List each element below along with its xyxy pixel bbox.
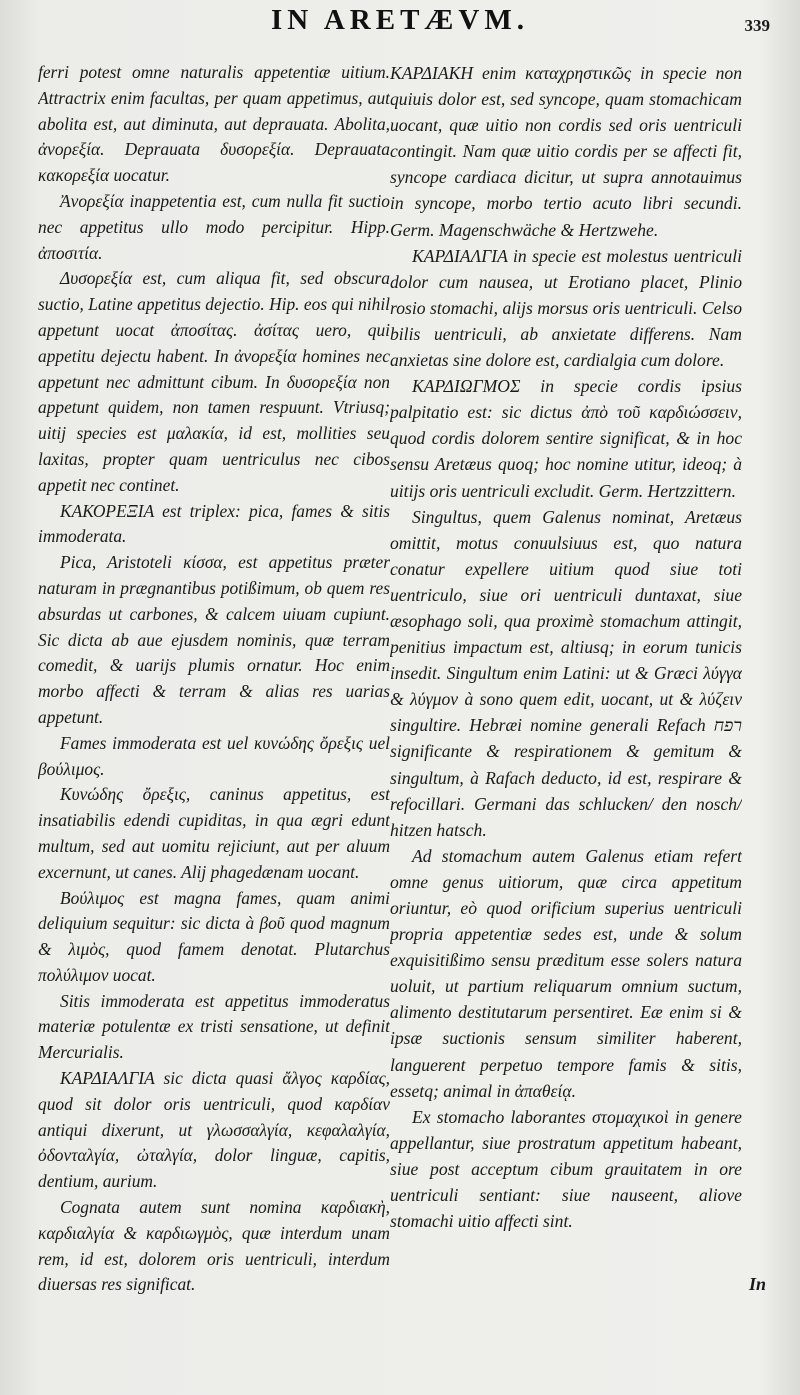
paragraph: ΚΑΡΔΙΑΚΗ enim καταχρηστικῶς in specie non quiuis dolor est, sed syncope, quam stomachicam uocant, quæ uitio non cordis sed oris uentriculi contingit. Nam quæ uitio cordis per se affecti fit, syncope cardiaca dicitur, ut supra annotauimus in syncope, morbo tertio acuto libri secundi. Germ. Magenschwäche & Hertzwehe.	[390, 63, 742, 240]
paragraph: Singultus, quem Galenus nominat, Aretæus omittit, motus conuulsiuus est, quo natura conatur expellere uitium quod siue toti uentriculo, siue ori uentriculi duntaxat, siue æsophago soli, qua proximè stomachum attingit, penitius impactum est, altiusq; in eorum tunicis insedit. Singultum enim Latini: ut & Græci λύγγα & λύγμον à sono quem edit, uocant, ut & λύζειν singultire. Hebræi nomine generali Refach רפח significante & respirationem & gemitum & singultum, à Rafach deducto, id est, respirare & refocillari. Germani das schlucken/ den nosch/ hitzen hatsch.	[390, 506, 742, 840]
paragraph: ΚΑΡΔΙΑΛΓΙΑ sic dicta quasi ἄλγος καρδίας, quod sit dolor oris uentriculi, quod καρδίαν antiqui dixerunt, ut γλωσσαλγία, κεφαλαλγία, ὀδονταλγία, ὠταλγία, dolor linguæ, capitis, dentium, aurium.	[38, 1068, 390, 1192]
paragraph: Κυνώδης ὄρεξις, caninus appetitus, est insatiabilis edendi cupiditas, in qua ægri edunt multum, sed aut uomitu rejiciunt, aut per aluum excernunt, ut canes. Alij phagedænam uocant.	[38, 784, 390, 882]
paragraph: ΚΑΚΟΡΕΞΙΑ est triplex: pica, fames & sitis immoderata.	[38, 500, 390, 547]
paragraph: ΚΑΡΔΙΩΓΜΟΣ in specie cordis ipsius palpitatio est: sic dictus ἀπὸ τοῦ καρδιώσσειν, quod cordis dolorem sentire significat, & in hoc sensu Aretæus quoq; hoc nomine utitur, ideoq; à uitijs oris uentriculi excludit. Germ. Hertzzittern.	[390, 376, 742, 501]
paragraph: Cognata autem sunt nomina καρδιακὴ, καρδιαλγία & καρδιωγμὸς, quæ interdum unam rem, id est, dolorem oris uentriculi, interdum diuersas res significat.	[38, 1197, 390, 1295]
catchword: In	[748, 1274, 766, 1294]
paragraph: Fames immoderata est uel κυνώδης ὄρεξις uel βούλιμος.	[38, 732, 390, 779]
paragraph: Ἀνορεξία inappetentia est, cum nulla fit suctio nec appetitus ullo modo percipitur. Hipp. ἀποσιτία.	[38, 190, 390, 263]
paragraph: Δυσορεξία est, cum aliqua fit, sed obscura suctio, Latine appetitus dejectio. Hip. eos qui nihil appetunt uocat ἀποσίτας. ἀσίτας uero, qui appetitu dejectu habent. In ἀνορεξία homines nec appetunt nec admittunt cibum. In δυσορεξία non appetunt quidem, non tamen respuunt. Vtriusq; uitij species est μαλακία, id est, mollities seu laxitas, propter quam uentriculus nec cibos appetit nec continet.	[38, 268, 390, 495]
page-header	[30, 0, 770, 46]
paragraph: Ad stomachum autem Galenus etiam refert omne genus uitiorum, quæ circa appetitum oriuntur, eò quod orificium superius uentriculi propria appetentiæ sedes est, unde & solum exquisitißimo sensu præditum esse solers natura uoluit, ut partium reliquarum omnium suctum, alimento destitutarum persentiret. Eæ enim si & ipsæ suctionis sensum similiter haberent, languerent perpetuo tempore famis & sitis, essetq; animal in ἀπαθείᾳ.	[390, 845, 742, 1101]
paragraph: Βούλιμος est magna fames, quam animi deliquium sequitur: sic dicta à βοῦ quod magnum & λιμὸς, quod famem denotat. Plutarchus πολύλιμον uocat.	[38, 887, 390, 985]
paragraph: ΚΑΡΔΙΑΛΓΙΑ in specie est molestus uentriculi dolor cum nausea, ut Erotiano placet, Plinio rosio stomachi, alijs morsus oris uentriculi. Celso bilis uentriculi, ab anxietate differens. Nam anxietas sine dolore est, cardialgia cum dolore.	[390, 245, 742, 371]
page-number: 339	[744, 16, 770, 35]
paragraph: Sitis immoderata est appetitus immoderatus materiæ potulentæ ex tristi sensatione, ut definit Mercurialis.	[38, 990, 390, 1063]
left-column	[38, 60, 390, 1300]
running-head: IN ARETÆVM.	[270, 4, 529, 36]
paragraph: Ex stomacho laborantes στομαχικοὶ in genere appellantur, siue prostratum appetitum habeant, siue post acceptum cibum grauitatem in ore uentriculi sentiant: siue nauseent, aliove stomachi uitio affecti sint.	[390, 1106, 742, 1232]
right-column	[390, 60, 742, 1300]
paragraph: ferri potest omne naturalis appetentiæ uitium. Attractrix enim facultas, per quam appetimus, aut abolita est, aut diminuta, aut deprauata. Abolita, ἀνορεξία. Deprauata δυσορεξία. Deprauata κακορεξία uocatur.	[38, 62, 390, 186]
paragraph: Pica, Aristoteli κίσσα, est appetitus præter naturam in prægnantibus potißimum, ob quem res absurdas ut carbones, & calcem uiuam cupiunt. Sic dicta ab aue ejusdem nominis, quæ terram comedit, & uarijs plumis ornatur. Hoc enim morbo affecti & terram & alias res uarias appetunt.	[38, 552, 390, 727]
